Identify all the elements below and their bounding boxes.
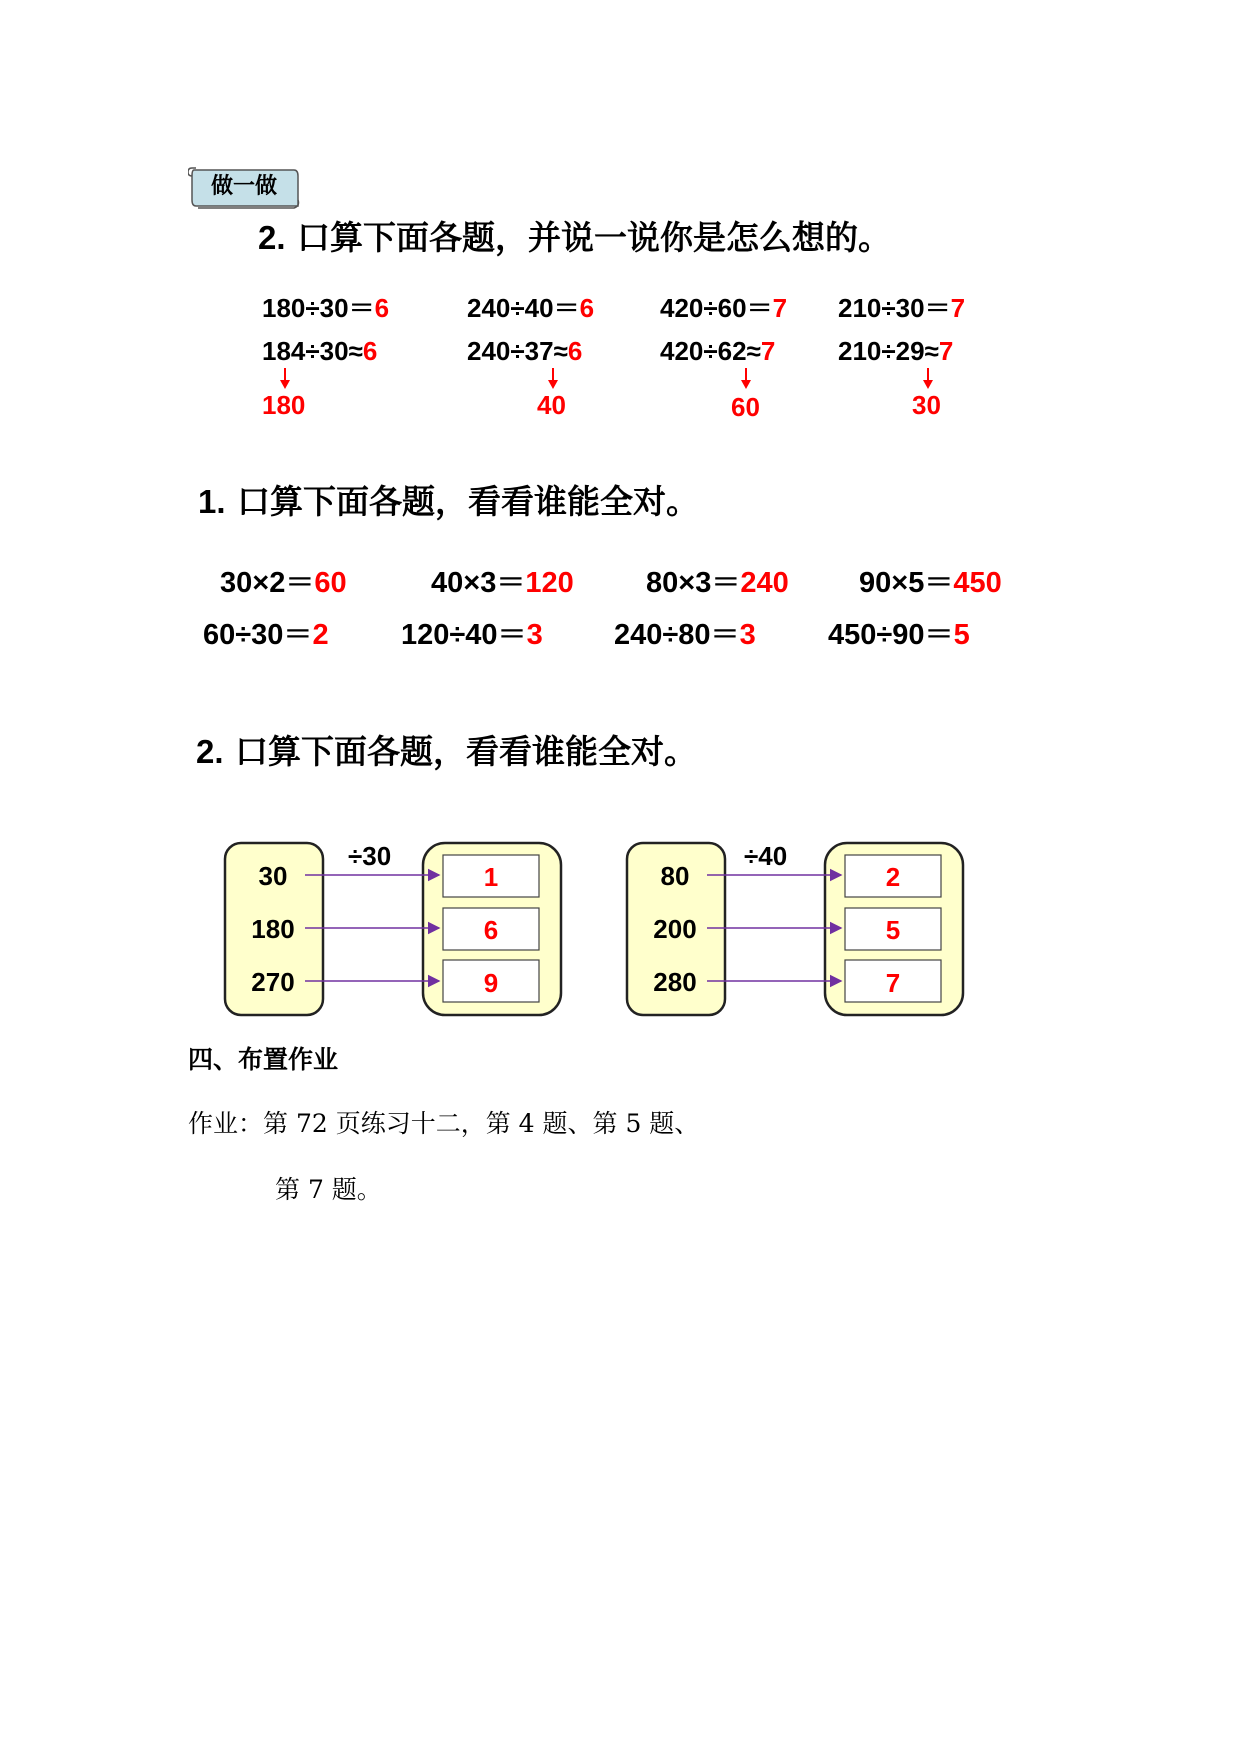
output-value: 9 — [483, 968, 499, 998]
equation — [646, 560, 789, 601]
division-diagram — [220, 835, 565, 1020]
equation — [467, 288, 594, 325]
division-diagram — [622, 835, 967, 1020]
equation-expr: 184÷30≈ — [262, 336, 363, 366]
section-b-number: 1. — [198, 483, 226, 520]
equation-answer: 120 — [525, 567, 574, 599]
output-value: 2 — [885, 862, 901, 892]
homework-line-2: 第 7 题。 — [275, 1175, 382, 1204]
homework-line-1: 作业：第 72 页练习十二，第 4 题、第 5 题、 — [188, 1109, 700, 1138]
equation-expr: 120÷40＝ — [401, 619, 527, 651]
down-arrow-icon — [740, 368, 752, 390]
equation-expr: 210÷29≈ — [838, 336, 939, 366]
section-c-number: 2. — [196, 733, 224, 770]
approx-equation — [262, 336, 377, 367]
equation-answer: 7 — [760, 336, 776, 366]
output-value: 5 — [885, 915, 901, 945]
equation — [203, 612, 329, 653]
input-value: 80 — [660, 861, 690, 891]
section-a-text: 口算下面各题，并说一说你是怎么想的。 — [297, 218, 892, 257]
rounded-value: 40 — [537, 390, 566, 420]
input-value: 180 — [251, 914, 295, 944]
equation-answer: 60 — [314, 567, 347, 599]
input-value: 280 — [653, 967, 697, 997]
rounded-value: 180 — [262, 390, 306, 420]
equation-answer: 3 — [526, 619, 543, 651]
practice-tag-label: 做一做 — [210, 174, 277, 199]
approx-equation — [838, 336, 953, 367]
equation-answer: 6 — [374, 293, 390, 323]
input-value: 270 — [251, 967, 295, 997]
rounded-value: 30 — [912, 390, 941, 420]
equation-answer: 2 — [312, 619, 329, 651]
equation-answer: 240 — [740, 567, 789, 599]
equation-expr: 420÷62≈ — [660, 336, 761, 366]
section-c-text: 口算下面各题，看看谁能全对。 — [235, 732, 698, 771]
equation-answer: 450 — [953, 567, 1002, 599]
equation-expr: 210÷30＝ — [838, 293, 951, 323]
equation-expr: 40×3＝ — [431, 567, 526, 599]
equation — [828, 612, 970, 653]
output-value: 6 — [483, 915, 499, 945]
operation-label: ÷30 — [348, 841, 392, 871]
section-b-heading — [198, 476, 699, 523]
equation — [838, 288, 965, 325]
rounded-value: 60 — [731, 392, 760, 422]
equation-answer: 5 — [953, 619, 970, 651]
section-a-heading — [258, 212, 891, 259]
approx-equation — [467, 336, 582, 367]
equation — [660, 288, 787, 325]
equation-answer: 7 — [938, 336, 954, 366]
equation-answer: 7 — [772, 293, 788, 323]
input-value: 30 — [258, 861, 288, 891]
equation-expr: 240÷80＝ — [614, 619, 740, 651]
equation-expr: 60÷30＝ — [203, 619, 313, 651]
equation-answer: 7 — [950, 293, 966, 323]
output-value: 7 — [885, 968, 901, 998]
equation — [401, 612, 543, 653]
equation-expr: 420÷60＝ — [660, 293, 773, 323]
section-a-number: 2. — [258, 219, 286, 256]
section-c-heading — [196, 726, 697, 773]
equation-expr: 240÷40＝ — [467, 293, 580, 323]
equation-answer: 6 — [567, 336, 583, 366]
equation-answer: 6 — [579, 293, 595, 323]
section-b-text: 口算下面各题，看看谁能全对。 — [237, 482, 700, 521]
input-value: 200 — [653, 914, 697, 944]
approx-equation — [660, 336, 775, 367]
equation-expr: 90×5＝ — [859, 567, 954, 599]
equation — [859, 560, 1002, 601]
equation-expr: 80×3＝ — [646, 567, 741, 599]
equation-expr: 180÷30＝ — [262, 293, 375, 323]
output-value: 1 — [483, 862, 499, 892]
practice-tag — [188, 166, 300, 210]
equation-expr: 450÷90＝ — [828, 619, 954, 651]
homework-title: 四、布置作业 — [188, 1045, 339, 1074]
down-arrow-icon — [547, 368, 559, 390]
equation — [614, 612, 756, 653]
equation-answer: 6 — [362, 336, 378, 366]
down-arrow-icon — [922, 368, 934, 390]
equation-expr: 30×2＝ — [220, 567, 315, 599]
down-arrow-icon — [279, 368, 291, 390]
equation — [431, 560, 574, 601]
equation-expr: 240÷37≈ — [467, 336, 568, 366]
equation-answer: 3 — [739, 619, 756, 651]
operation-label: ÷40 — [744, 841, 788, 871]
equation — [262, 288, 389, 325]
equation — [220, 560, 347, 601]
